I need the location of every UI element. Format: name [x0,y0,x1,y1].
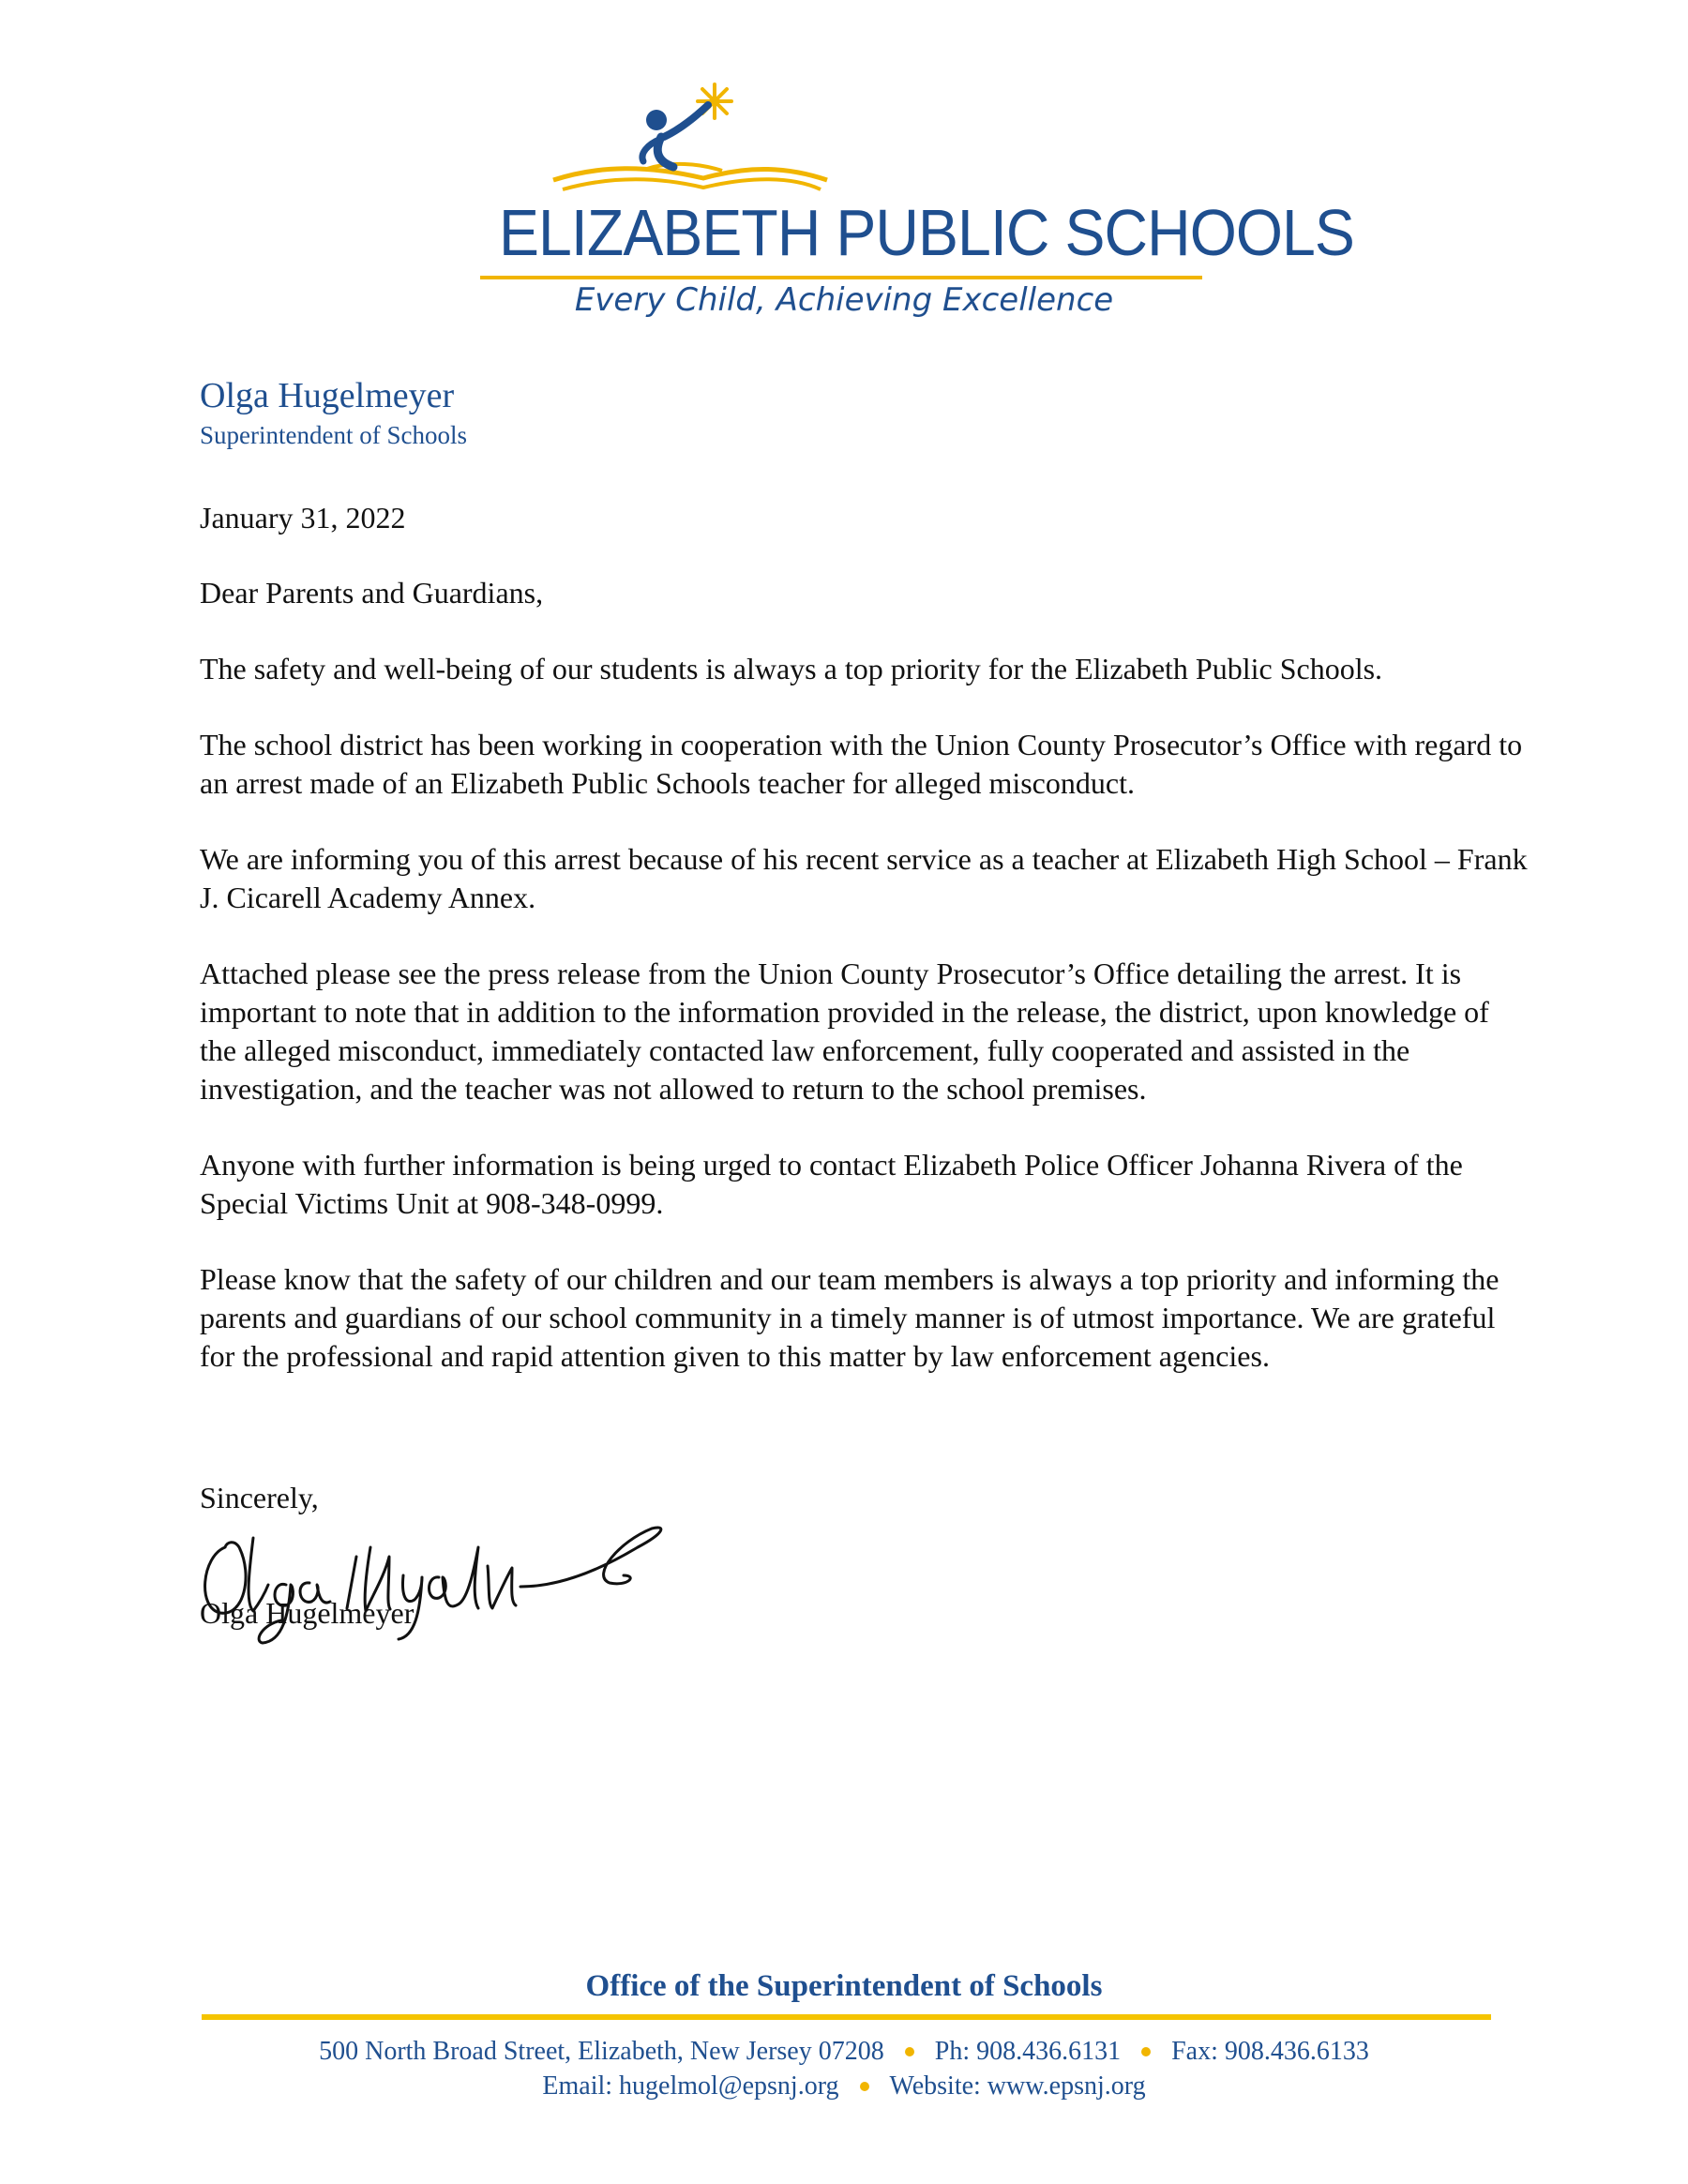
paragraph: Attached please see the press release from the Union County Prosecutor’s Office detailing the arrest. It is important to note that in addition to the information provided in the release, the district, upon knowledge of the alleged misconduct, immediately contacted law enforcement, fully cooperated and assisted in the investigation, and the teacher was not allowed to return to the school premises. [200,956,1489,1106]
footer-web-line [0,2071,1688,2101]
organization-tagline: Every Child, Achieving Excellence [574,281,1114,319]
paragraph: Please know that the safety of our children and our team members is always a top priority and informing the parents and guardians of our school community in a timely manner is of utmost importance. We are grateful for the professional and rapid attention given to this matter by law enforcement agencies. [200,1262,1500,1373]
bullet-dot-icon [1141,2047,1151,2056]
footer-office-title: Office of the Superintendent of Schools [585,1969,1103,2003]
footer-contact-line [0,2037,1688,2067]
footer-email: Email: hugelmol@epsnj.org [542,2071,839,2101]
bullet-dot-icon [905,2047,914,2056]
footer-address: 500 North Broad Street, Elizabeth, New Jersey 07208 [319,2037,884,2066]
closing: Sincerely, [200,1481,319,1514]
letterhead-logo [469,64,1354,345]
reader-with-star-icon [469,64,1219,204]
letter-body [200,499,1531,1413]
signer-name: Olga Hugelmeyer [200,1596,414,1630]
paragraph: Anyone with further information is being urged to contact Elizabeth Police Officer Johanna Rivera of the Special Victims Unit at 908-348-0999. [200,1148,1463,1220]
salutation: Dear Parents and Guardians, [200,576,544,610]
paragraph: The safety and well-being of our students is always a top priority for the Elizabeth Public Schools. [200,652,1383,685]
organization-name: ELIZABETH PUBLIC SCHOOLS [499,196,1354,269]
footer-fax: Fax: 908.436.6133 [1171,2037,1369,2066]
footer-website: Website: www.epsnj.org [889,2071,1146,2101]
sender-title: Superintendent of Schools [200,421,467,449]
handwritten-signature [197,1519,703,1650]
letter-date: January 31, 2022 [200,501,406,535]
paragraph: We are informing you of this arrest because of his recent service as a teacher at Elizabeth High School – Frank J. Cicarell Academy Annex. [200,842,1528,914]
bullet-dot-icon [860,2082,869,2091]
sender-name: Olga Hugelmeyer [200,376,455,415]
footer-divider [202,2014,1491,2020]
paragraph: The school district has been working in cooperation with the Union County Prosecutor’s Office with regard to an arrest made of an Elizabeth Public Schools teacher for alleged misconduct. [200,728,1523,800]
footer-phone: Ph: 908.436.6131 [934,2037,1122,2066]
logo-divider [480,276,1202,279]
